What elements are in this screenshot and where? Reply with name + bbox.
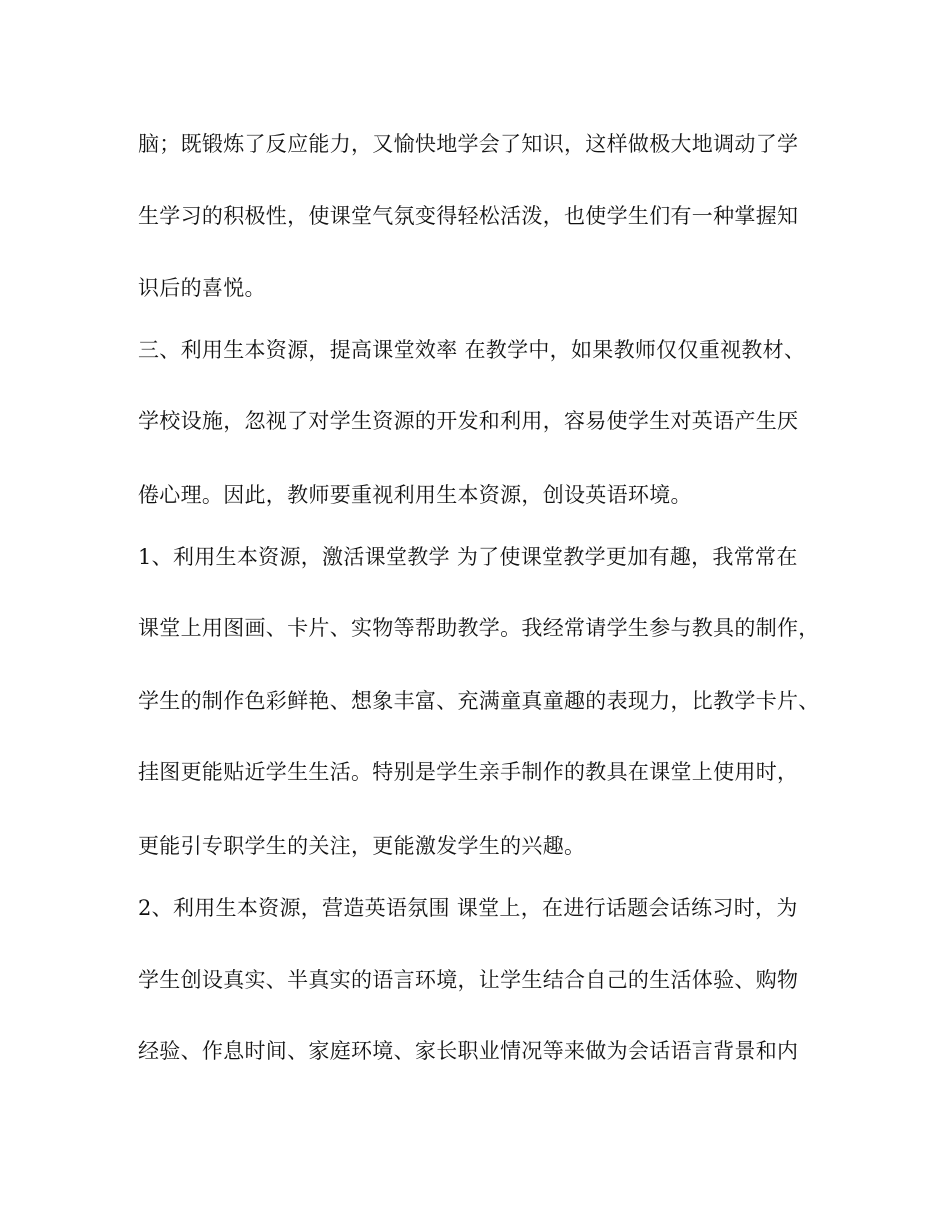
text-line: 识后的喜悦。: [138, 276, 266, 300]
text-line: 学生的制作色彩鲜艳、想象丰富、充满童真童趣的表现力，比教学卡片、: [138, 689, 820, 713]
text-line: 生学习的积极性，使课堂气氛变得轻松活泼，也使学生们有一种掌握知: [138, 204, 799, 228]
text-line: 经验、作息时间、家庭环境、家长职业情况等来做为会话语言背景和内: [138, 1039, 799, 1063]
text-line: 学校设施，忽视了对学生资源的开发和利用，容易使学生对英语产生厌: [138, 409, 799, 433]
text-line: 倦心理。因此，教师要重视利用生本资源，创设英语环境。: [138, 483, 692, 507]
subsection-heading-line: 2、利用生本资源，营造英语氛围 课堂上，在进行话题会话练习时，为: [138, 896, 798, 920]
text-line: 脑；既锻炼了反应能力，又愉快地学会了知识，这样做极大地调动了学: [138, 132, 799, 156]
text-line: 课堂上用图画、卡片、实物等帮助教学。我经常请学生参与教具的制作，: [138, 616, 820, 640]
text-line: 挂图更能贴近学生生活。特别是学生亲手制作的教具在课堂上使用时，: [138, 760, 799, 784]
subsection-heading-line: 1、利用生本资源，激活课堂教学 为了使课堂教学更加有趣，我常常在: [138, 545, 798, 569]
text-line: 更能引专职学生的关注，更能激发学生的兴趣。: [138, 834, 586, 858]
text-line: 学生创设真实、半真实的语言环境，让学生结合自己的生活体验、购物: [138, 968, 799, 992]
section-heading-line: 三、利用生本资源，提高课堂效率 在教学中，如果教师仅仅重视教材、: [138, 338, 806, 362]
